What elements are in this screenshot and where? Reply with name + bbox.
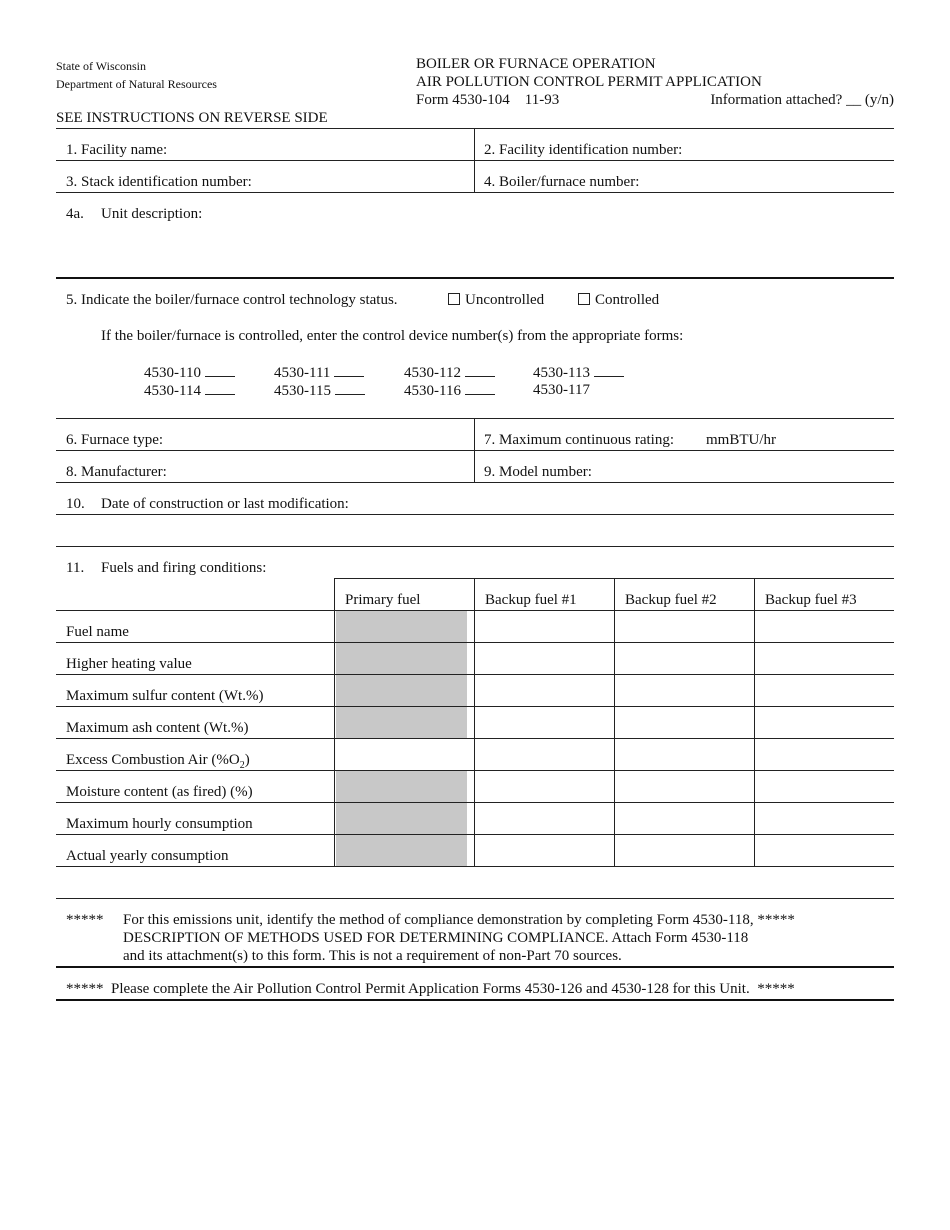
- divider: [56, 898, 894, 899]
- row-label-heating-value: Higher heating value: [66, 656, 192, 672]
- uncontrolled-checkbox[interactable]: [448, 293, 460, 305]
- see-instructions: SEE INSTRUCTIONS ON REVERSE SIDE: [56, 110, 328, 126]
- controlled-option[interactable]: [578, 292, 659, 309]
- control-form-4530-111[interactable]: 4530-111: [274, 364, 364, 382]
- divider: [334, 578, 335, 866]
- controlled-checkbox[interactable]: [578, 293, 590, 305]
- divider: [56, 834, 894, 835]
- construction-date-number: 10.: [66, 496, 85, 512]
- control-status-label: 5. Indicate the boiler/furnace control technology status.: [66, 292, 398, 308]
- divider: [56, 546, 894, 547]
- manufacturer-field[interactable]: [56, 451, 474, 482]
- compliance-note-line3: and its attachment(s) to this form. This is not a requirement of non-Part 70 sources.: [123, 948, 622, 964]
- uncontrolled-label: Uncontrolled: [465, 292, 545, 308]
- boiler-number-label: 4. Boiler/furnace number:: [484, 174, 640, 190]
- column-header-backup-1: Backup fuel #1: [485, 592, 577, 608]
- control-blank[interactable]: [594, 364, 624, 377]
- row-label-fuel-name: Fuel name: [66, 624, 129, 640]
- compliance-stars: *****: [66, 912, 104, 928]
- control-blank[interactable]: [465, 364, 495, 377]
- stack-id-field[interactable]: [56, 161, 474, 192]
- divider: [56, 277, 894, 279]
- control-form-4530-115[interactable]: 4530-115: [274, 382, 365, 400]
- divider: [56, 482, 894, 483]
- unit-description-number: 4a.: [66, 206, 84, 222]
- divider: [614, 578, 615, 866]
- column-header-backup-2: Backup fuel #2: [625, 592, 717, 608]
- row-label-ash: Maximum ash content (Wt.%): [66, 720, 249, 736]
- divider: [56, 999, 894, 1001]
- column-header-backup-3: Backup fuel #3: [765, 592, 857, 608]
- model-number-label: 9. Model number:: [484, 464, 592, 480]
- controlled-label: Controlled: [595, 292, 660, 308]
- department-label: Department of Natural Resources: [56, 77, 217, 91]
- compliance-note-line1: For this emissions unit, identify the method of compliance demonstration by completing Form 4530-118, *****: [123, 912, 795, 928]
- row-label-moisture: Moisture content (as fired) (%): [66, 784, 253, 800]
- control-form-4530-112[interactable]: 4530-112: [404, 364, 495, 382]
- fuels-label: Fuels and firing conditions:: [101, 560, 267, 576]
- control-form-4530-110[interactable]: 4530-110: [144, 364, 235, 382]
- control-blank[interactable]: [334, 364, 364, 377]
- info-attached[interactable]: Information attached? __ (y/n): [710, 92, 894, 108]
- divider: [56, 802, 894, 803]
- unit-description-label: Unit description:: [101, 206, 203, 222]
- row-label-yearly: Actual yearly consumption: [66, 848, 229, 864]
- divider: [56, 610, 894, 611]
- column-header-primary: Primary fuel: [345, 592, 421, 608]
- divider: [474, 578, 475, 866]
- stack-id-label: 3. Stack identification number:: [66, 174, 252, 190]
- furnace-type-label: 6. Furnace type:: [66, 432, 164, 448]
- control-form-4530-114[interactable]: 4530-114: [144, 382, 235, 400]
- fuels-number: 11.: [66, 560, 85, 576]
- construction-date-label: Date of construction or last modification:: [101, 496, 349, 512]
- row-label-hourly: Maximum hourly consumption: [66, 816, 253, 832]
- unit-description-field[interactable]: [56, 228, 894, 276]
- divider: [754, 578, 755, 866]
- controlled-note: If the boiler/furnace is controlled, enter the control device number(s) from the appropriate forms:: [101, 328, 684, 344]
- form-title-line2: AIR POLLUTION CONTROL PERMIT APPLICATION: [416, 74, 762, 90]
- complete-forms-note: ***** Please complete the Air Pollution Control Permit Application Forms 4530-126 and 4530-128 for this Unit. *****: [66, 981, 795, 997]
- compliance-note-line2: DESCRIPTION OF METHODS USED FOR DETERMINING COMPLIANCE. Attach Form 4530-118: [123, 930, 749, 946]
- manufacturer-label: 8. Manufacturer:: [66, 464, 167, 480]
- divider: [56, 738, 894, 739]
- model-number-field[interactable]: [475, 451, 894, 482]
- facility-id-label: 2. Facility identification number:: [484, 142, 683, 158]
- row-label-excess-air: Excess Combustion Air $(\%O_2)$: [66, 752, 250, 771]
- divider: [56, 966, 894, 968]
- max-rating-unit: mmBTU/hr: [706, 432, 776, 448]
- row-label-sulfur: Maximum sulfur content (Wt.%): [66, 688, 264, 704]
- max-rating-field[interactable]: [475, 419, 894, 450]
- form-title-line1: BOILER OR FURNACE OPERATION: [416, 56, 656, 72]
- construction-date-field[interactable]: [56, 515, 894, 546]
- facility-name-label: 1. Facility name:: [66, 142, 168, 158]
- facility-id-field[interactable]: [475, 129, 894, 160]
- control-blank[interactable]: [205, 382, 235, 395]
- divider: [56, 706, 894, 707]
- facility-name-field[interactable]: [56, 129, 474, 160]
- max-rating-label: 7. Maximum continuous rating:: [484, 432, 674, 448]
- control-form-4530-117[interactable]: 4530-117: [533, 382, 590, 398]
- divider: [56, 192, 894, 193]
- state-label: State of Wisconsin: [56, 59, 146, 73]
- control-form-4530-116[interactable]: 4530-116: [404, 382, 495, 400]
- divider: [56, 674, 894, 675]
- control-blank[interactable]: [335, 382, 365, 395]
- shaded-cells: [336, 771, 467, 866]
- control-form-4530-113[interactable]: 4530-113: [533, 364, 624, 382]
- control-blank[interactable]: [205, 364, 235, 377]
- divider: [56, 642, 894, 643]
- furnace-type-field[interactable]: [56, 419, 474, 450]
- control-blank[interactable]: [465, 382, 495, 395]
- uncontrolled-option[interactable]: [448, 292, 544, 309]
- form-number: Form 4530-104 11-93: [416, 92, 560, 108]
- boiler-number-field[interactable]: [475, 161, 894, 192]
- divider: [56, 866, 894, 867]
